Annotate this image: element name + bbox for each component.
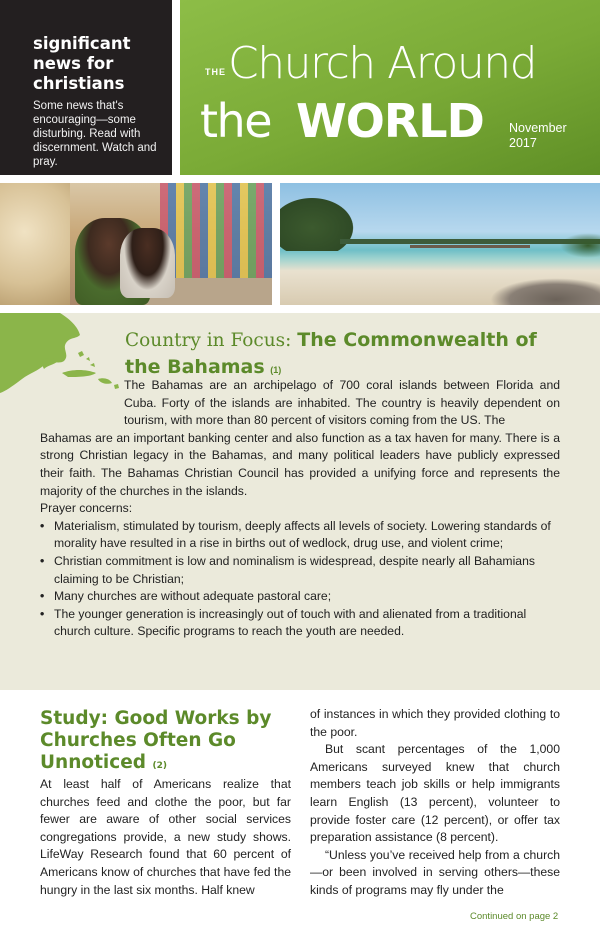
masthead-the-lower: the [200, 94, 271, 148]
tagline-panel [0, 0, 172, 175]
study-title [40, 708, 300, 777]
list-item: • Christian commitment is low and nominalism is widespread, despite nearly all Bahamians claiming to be Christian; [40, 553, 560, 588]
study-paragraph: At least half of Americans realize that churches feed and clothe the poor, but far fewer are aware of other social services congregations provide, a new study shows. LifeWay Research found that 60 percent of Americans know of churches that have fed the hungry in the last six months. Half knew [40, 777, 291, 897]
issue-date: November 2017 [509, 121, 567, 150]
beach-vegetation [560, 233, 600, 258]
study-column-2 [310, 706, 560, 900]
tagline-subtext: Some news that's encouraging—some disturbing. Read with discernment. Watch and pray. [33, 100, 157, 168]
country-in-focus-section [0, 313, 600, 690]
masthead-church-around: Church Around [228, 38, 537, 89]
focus-body [40, 377, 560, 641]
dock [410, 245, 530, 248]
tagline-heading: significant news for christians [33, 34, 131, 93]
study-paragraph: of instances in which they provided clothing to the poor. [310, 707, 560, 739]
beach-photo [280, 183, 600, 305]
focus-paragraph-intro: The Bahamas are an archipelago of 700 coral islands between Florida and Cuba. Forty of the islands are inhabited. The country is heavily dependent on tourism, with more than 80 percent of visitors coming from the US. The [124, 378, 560, 428]
masthead [180, 0, 600, 175]
focus-title-main: The Commonwealth of the Bahamas [125, 329, 537, 378]
focus-paragraph: Bahamas are an important banking center and also function as a tax haven for many. There is a strong Christian legacy in the Bahamas, and many political leaders have publicly expressed their faith. The Bahamas Christian Council has provided a unifying force and represents the majority of the churches in the islands. [40, 430, 560, 498]
masthead-world: WORLD [296, 94, 484, 148]
list-item: • The younger generation is increasingly out of touch with and alienated from a traditional church culture. Specific programs to reach the youth are needed. [40, 606, 560, 641]
study-column-1 [40, 776, 291, 899]
list-item: • Many churches are without adequate pastoral care; [40, 588, 560, 606]
study-title-text: Study: Good Works by Churches Often Go Unnoticed [40, 708, 272, 773]
market-photo [0, 183, 272, 305]
market-stalls [160, 183, 272, 283]
vendor-girl [120, 228, 175, 298]
straw-hats [0, 183, 70, 305]
focus-title [125, 327, 565, 383]
study-paragraph: “Unless you’ve received help from a church—or been involved in serving others—these kinds of programs may fly under the [310, 847, 560, 897]
beach-rocks [490, 278, 600, 305]
prayer-concerns-list [40, 518, 560, 641]
study-footnote: (2) [152, 761, 167, 771]
focus-footnote: (1) [270, 365, 282, 375]
prayer-concerns-label: Prayer concerns: [40, 501, 133, 516]
list-item: • Materialism, stimulated by tourism, deeply affects all levels of society. Lowering standards of morality have resulted in a rise in births out of wedlock, drug use, and violent crime; [40, 518, 560, 553]
focus-title-prefix: Country in Focus: [125, 330, 298, 351]
masthead-the: THE [205, 67, 226, 77]
study-paragraph: But scant percentages of the 1,000 Americans surveyed knew that church members teach job skills or help immigrants learn English (13 percent), volunteer to provide foster care (12 percent), or offer tax preparation assistance (8 percent). [310, 742, 560, 845]
continued-on-page-link[interactable]: Continued on page 2 [470, 911, 559, 922]
